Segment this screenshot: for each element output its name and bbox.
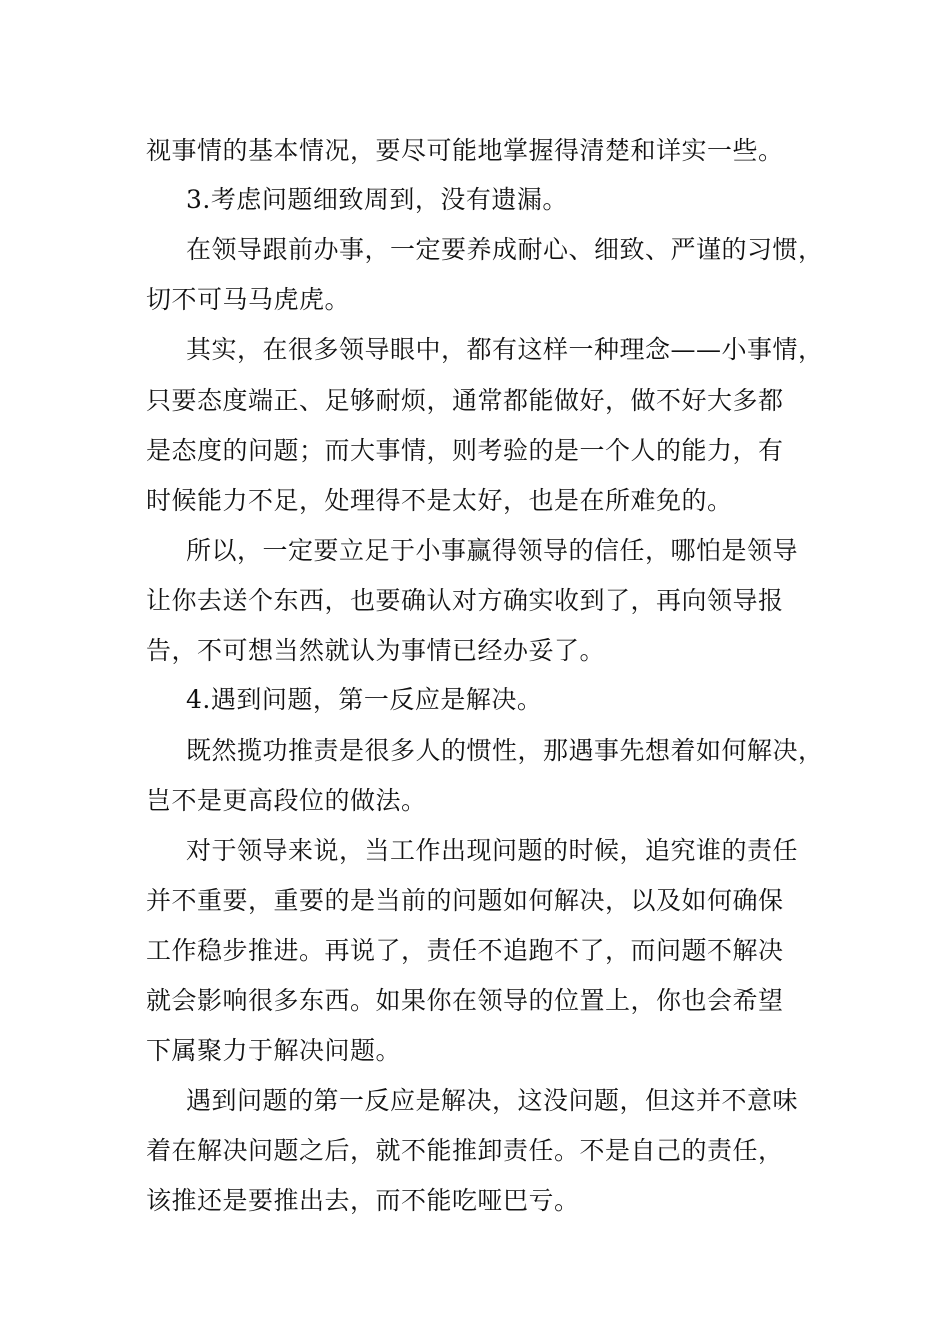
text-line: 切不可马马虎虎。	[146, 285, 351, 314]
text-line: 在领导跟前办事，一定要养成耐心、细致、严谨的习惯，	[186, 235, 824, 264]
text-line: 时候能力不足，处理得不是太好，也是在所难免的。	[146, 486, 733, 515]
text-line: 既然揽功推责是很多人的惯性，那遇事先想着如何解决，	[186, 736, 824, 765]
text-line: 所以，一定要立足于小事赢得领导的信任，哪怕是领导	[186, 536, 799, 565]
text-line: 其实，在很多领导眼中，都有这样一种理念——小事情，	[186, 335, 824, 364]
text-line: 让你去送个东西，也要确认对方确实收到了，再向领导报	[146, 586, 784, 615]
text-line: 工作稳步推进。再说了，责任不追跑不了，而问题不解决	[146, 936, 784, 965]
text-line: 并不重要，重要的是当前的问题如何解决，以及如何确保	[146, 886, 784, 915]
text-line: 岂不是更高段位的做法。	[146, 786, 427, 815]
text-line: 对于领导来说，当工作出现问题的时候，追究谁的责任	[186, 836, 799, 865]
text-line: 着在解决问题之后，就不能推卸责任。不是自己的责任，	[146, 1136, 784, 1165]
section-heading: 4.遇到问题，第一反应是解决。	[186, 685, 543, 714]
text-line: 该推还是要推出去，而不能吃哑巴亏。	[146, 1186, 580, 1215]
text-line: 视事情的基本情况，要尽可能地掌握得清楚和详实一些。	[146, 136, 784, 165]
text-line: 下属聚力于解决问题。	[146, 1036, 402, 1065]
text-line: 是态度的问题；而大事情，则考验的是一个人的能力，有	[146, 436, 784, 465]
text-line: 告，不可想当然就认为事情已经办妥了。	[146, 636, 606, 665]
text-line: 就会影响很多东西。如果你在领导的位置上，你也会希望	[146, 986, 784, 1015]
section-heading: 3.考虑问题细致周到，没有遗漏。	[186, 185, 568, 214]
text-line: 只要态度端正、足够耐烦，通常都能做好，做不好大多都	[146, 386, 784, 415]
text-line: 遇到问题的第一反应是解决，这没问题，但这并不意味	[186, 1086, 799, 1115]
